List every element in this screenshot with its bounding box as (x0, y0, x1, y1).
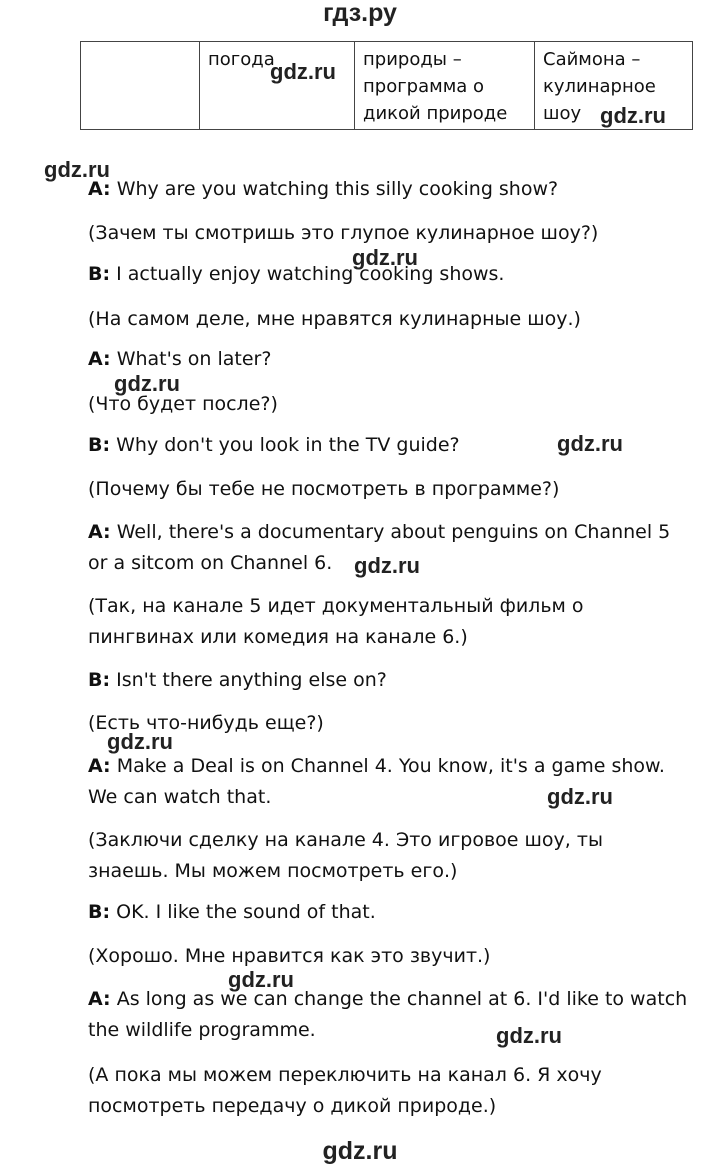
line-text: What's on later? (110, 348, 272, 370)
dialogue-translation-6 (88, 708, 688, 739)
dialogue-translation-8 (88, 941, 688, 972)
line-text: Make a Deal is on Channel 4. You know, it's a game show. We can watch that. (88, 755, 665, 808)
line-text: (А пока мы можем переключить на канал 6. Я хочу посмотреть передачу о дикой природе.) (88, 1064, 602, 1117)
speaker-label: A: (88, 348, 111, 370)
line-text: Well, there's a documentary about penguins on Channel 5 or a sitcom on Channel 6. (88, 521, 671, 574)
line-text: (Зачем ты смотришь это глупое кулинарное шоу?) (88, 222, 599, 244)
speaker-label: B: (88, 434, 111, 456)
watermark: gdz.ru (354, 553, 420, 578)
dialogue-translation-5 (88, 591, 688, 653)
dialogue-line-6 (88, 665, 688, 696)
line-text: Isn't there anything else on? (110, 669, 387, 691)
watermark: gdz.ru (44, 157, 110, 182)
table-cell-weather: погода (200, 42, 355, 130)
line-text: (На самом деле, мне нравятся кулинарные шоу.) (88, 308, 581, 330)
line-text: (Есть что-нибудь еще?) (88, 712, 324, 734)
watermark: gdz.ru (547, 784, 613, 809)
line-text: (Хорошо. Мне нравится как это звучит.) (88, 945, 491, 967)
line-text: As long as we can change the channel at 6. I'd like to watch the wildlife programme. (88, 988, 688, 1041)
watermark: gdz.ru (352, 245, 418, 270)
watermark: gdz.ru (496, 1023, 562, 1048)
table-cell-empty (81, 42, 200, 130)
speaker-label: B: (88, 669, 111, 691)
line-text: (Почему бы тебе не посмотреть в программе?) (88, 478, 560, 500)
line-text: Why don't you look in the TV guide? (110, 434, 460, 456)
line-text: (Что будет после?) (88, 393, 278, 415)
table-cell-cooking: Саймона – кулинарное шоу (535, 42, 693, 130)
dialogue-translation-9 (88, 1060, 688, 1122)
line-text: (Так, на канале 5 идет документальный фильм о пингвинах или комедия на канале 6.) (88, 595, 584, 648)
dialogue-line-1 (88, 174, 688, 205)
line-text: I actually enjoy watching cooking shows. (110, 263, 505, 285)
dialogue-translation-4 (88, 474, 688, 505)
site-header: гдз.ру (323, 0, 397, 27)
speaker-label: A: (88, 521, 111, 543)
dialogue-translation-2 (88, 304, 688, 335)
watermark: gdz.ru (270, 59, 336, 84)
line-text: OK. I like the sound of that. (110, 901, 376, 923)
watermark: gdz.ru (107, 729, 173, 754)
line-text: Why are you watching this silly cooking show? (110, 178, 559, 200)
table-cell-wildlife: природы – программа о дикой природе (355, 42, 535, 130)
watermark: gdz.ru (228, 967, 294, 992)
watermark: gdz.ru (600, 103, 666, 128)
speaker-label: A: (88, 178, 111, 200)
speaker-label: B: (88, 263, 111, 285)
dialogue-line-8 (88, 897, 688, 928)
watermark: gdz.ru (114, 371, 180, 396)
dialogue-line-9 (88, 984, 688, 1046)
speaker-label: B: (88, 901, 111, 923)
speaker-label: A: (88, 755, 111, 777)
dialogue-translation-7 (88, 825, 688, 887)
speaker-label: A: (88, 988, 111, 1010)
watermark: gdz.ru (557, 431, 623, 456)
site-footer: gdz.ru (322, 1137, 398, 1165)
line-text: (Заключи сделку на канале 4. Это игровое шоу, ты знаешь. Мы можем посмотреть его.) (88, 829, 603, 882)
